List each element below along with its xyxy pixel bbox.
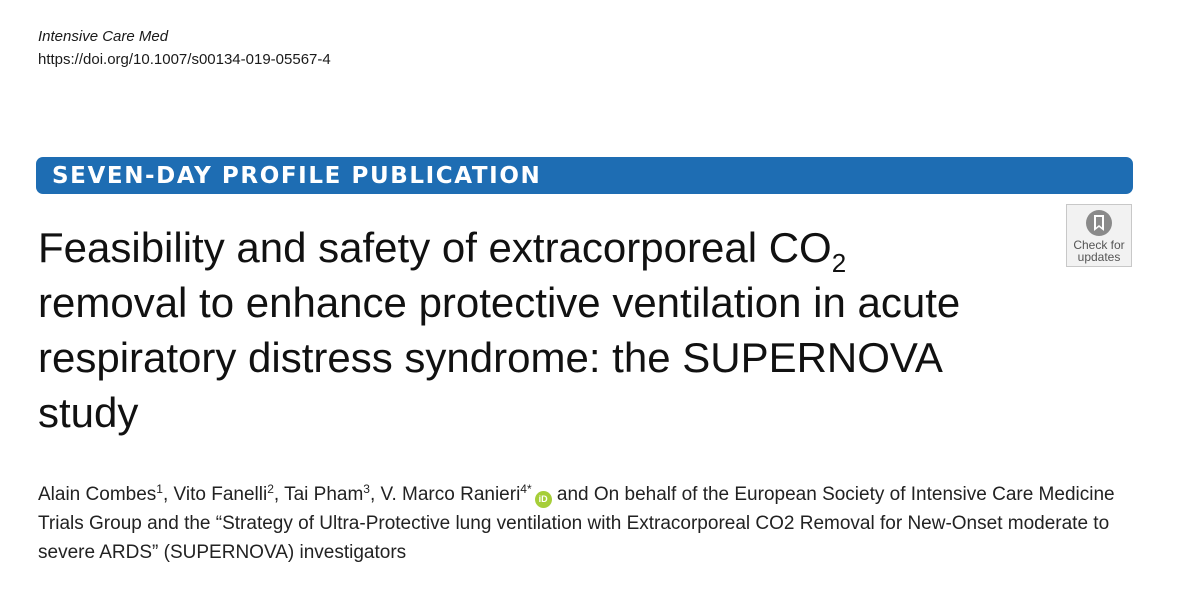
journal-name: Intensive Care Med — [38, 28, 169, 45]
check-for-updates-label — [1073, 239, 1124, 263]
bookmark-icon — [1084, 208, 1114, 238]
author-separator: , — [273, 484, 285, 505]
title-line1: Feasibility and safety of extracorporeal CO — [38, 224, 832, 271]
check-label-line1: Check for — [1073, 238, 1125, 252]
author-name[interactable]: Tai Pham — [284, 484, 364, 505]
author-list — [38, 480, 1138, 567]
author-affiliation: 4* — [520, 482, 532, 496]
article-title — [38, 220, 1048, 440]
author-affiliation: 1 — [156, 482, 163, 496]
article-type-label: SEVEN-DAY PROFILE PUBLICATION — [52, 162, 542, 189]
author-name[interactable]: Vito Fanelli — [173, 484, 268, 505]
article-type-banner — [36, 157, 1133, 194]
check-for-updates-button[interactable] — [1066, 204, 1132, 267]
author-name[interactable]: Alain Combes — [38, 484, 157, 505]
title-rest: removal to enhance protective ventilation in acute respiratory distress syndrome: the SUPERNOVA study — [38, 279, 961, 436]
author-name[interactable]: V. Marco Ranieri — [380, 484, 521, 505]
author-affiliation: 3 — [363, 482, 370, 496]
title-subscript: 2 — [831, 248, 847, 278]
check-label-line2: updates — [1077, 250, 1121, 264]
orcid-icon[interactable]: iD — [535, 491, 552, 508]
author-affiliation: 2 — [267, 482, 274, 496]
author-separator: , — [369, 484, 381, 505]
doi-link[interactable]: https://doi.org/10.1007/s00134-019-05567-4 — [38, 51, 331, 68]
author-separator: , — [162, 484, 174, 505]
authors-group-text: and On behalf of the European Society of Intensive Care Medicine Trials Group and the “Strategy of Ultra-Protective lung ventilation with Extracorporeal CO2 Removal for New-Onset moderate to severe ARDS” (SUPERNOVA) investigators — [38, 484, 1115, 563]
